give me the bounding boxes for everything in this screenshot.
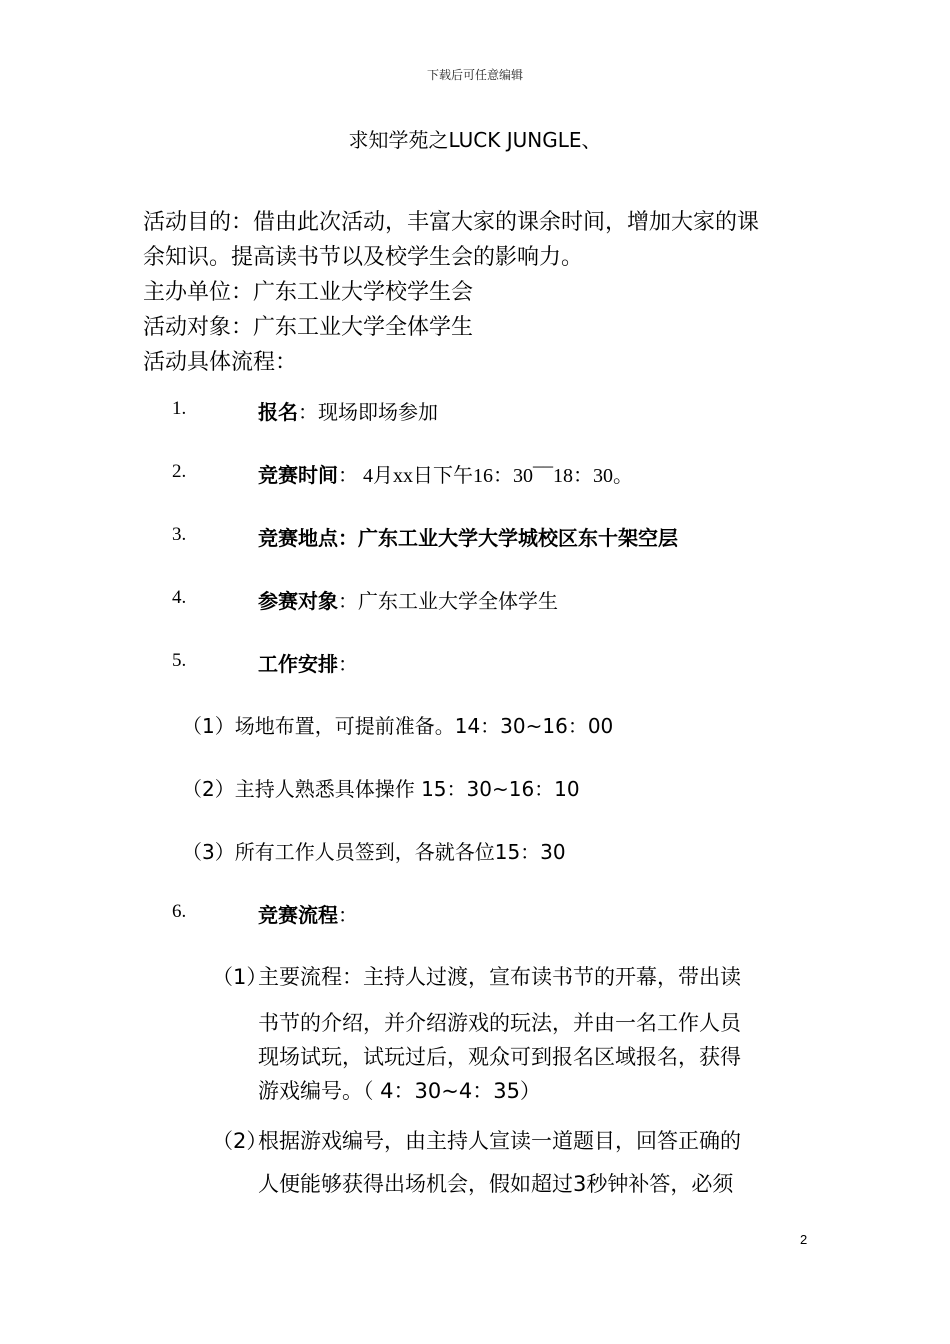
work-arrangement-item: （1）场地布置，可提前准备。14：30~16：00	[182, 714, 614, 738]
item-number: 1.	[172, 398, 187, 419]
organizer-line: 主办单位：广东工业大学校学生会	[143, 280, 474, 305]
flow-marker: （2）	[212, 1129, 268, 1153]
item-number: 3.	[172, 524, 187, 545]
item-label: 竞赛地点	[258, 526, 338, 550]
flow-marker: （1）	[212, 965, 268, 989]
item-separator: ：	[338, 903, 358, 927]
page-number: 2	[800, 1232, 808, 1247]
item-separator: ：	[298, 400, 318, 424]
item-separator: ：	[338, 526, 358, 550]
purpose-line-1: 活动目的：借由此次活动，丰富大家的课余时间，增加大家的课	[143, 210, 760, 235]
item-separator: ：	[338, 589, 358, 613]
flow-line: 游戏编号。（ 4：30~4：35）	[258, 1079, 541, 1103]
process-heading: 活动具体流程：	[143, 350, 298, 375]
item-value: 4月xx日下午16：30¯¯18：30。	[358, 465, 633, 487]
list-item	[258, 522, 678, 551]
item-number: 5.	[172, 650, 187, 671]
item-label: 工作安排	[258, 652, 338, 676]
flow-line: 人便能够获得出场机会，假如超过3秒钟补答，必须	[258, 1172, 734, 1196]
item-value: 广东工业大学全体学生	[358, 589, 558, 613]
flow-line: 书节的介绍，并介绍游戏的玩法，并由一名工作人员	[258, 1011, 741, 1035]
list-item	[258, 585, 558, 614]
purpose-line-2: 余知识。提高读书节以及校学生会的影响力。	[143, 245, 584, 270]
list-item	[258, 899, 358, 928]
item-number: 6.	[172, 901, 187, 922]
audience-line: 活动对象：广东工业大学全体学生	[143, 315, 474, 340]
item-value: 广东工业大学大学城校区东十架空层	[358, 526, 678, 550]
document-title: 求知学苑之LUCK JUNGLE、	[348, 128, 602, 152]
item-label: 报名	[258, 400, 298, 424]
flow-line: 现场试玩，试玩过后，观众可到报名区域报名，获得	[258, 1045, 741, 1069]
item-label: 竞赛流程	[258, 903, 338, 927]
item-label: 竞赛时间	[258, 463, 338, 487]
item-separator: ：	[338, 463, 358, 487]
item-separator: ：	[338, 652, 358, 676]
item-value: 现场即场参加	[318, 400, 438, 424]
item-number: 4.	[172, 587, 187, 608]
list-item	[258, 459, 633, 488]
list-item	[258, 396, 438, 425]
item-label: 参赛对象	[258, 589, 338, 613]
item-number: 2.	[172, 461, 187, 482]
flow-line: 主要流程：主持人过渡，宣布读书节的开幕，带出读	[258, 965, 741, 989]
header-note: 下载后可任意编辑	[426, 68, 523, 82]
work-arrangement-item: （2）主持人熟悉具体操作 15：30~16：10	[182, 777, 580, 801]
list-item	[258, 648, 358, 677]
flow-line: 根据游戏编号，由主持人宣读一道题目，回答正确的	[258, 1129, 741, 1153]
work-arrangement-item: （3）所有工作人员签到，各就各位15：30	[182, 840, 566, 864]
